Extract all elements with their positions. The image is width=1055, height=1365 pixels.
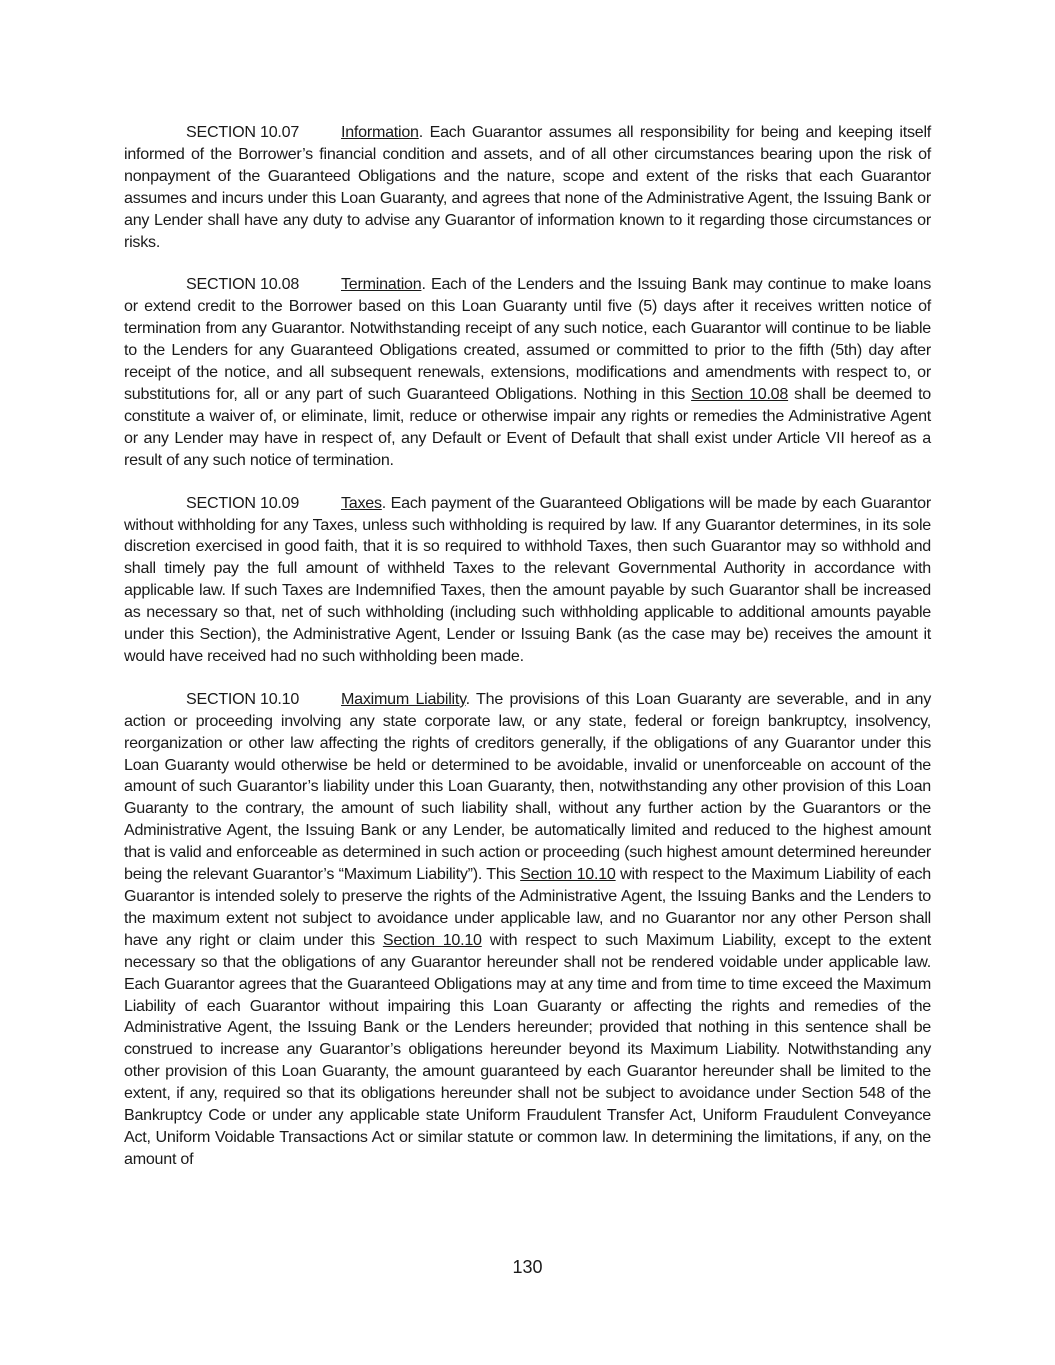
section-number: SECTION 10.10 <box>186 689 300 708</box>
section-body: with respect to such Maximum Liability, except to the extent necessary so that the obligations of any Guarantor hereunder shall not be rendered voidable under applicable law. Each Guarantor agrees that the Guaranteed Obligations may at any time and from time to time exceed the Maximum Liability of each Guarantor without impairing this Loan Guaranty or affecting the rights and remedies of the Administrative Agent, the Issuing Bank or the Lenders hereunder; provided that nothing in this sentence shall be construed to increase any Guarantor’s obligations hereunder beyond its Maximum Liability. Notwithstanding any other provision of this Loan Guaranty, the amount guaranteed by each Guarantor hereunder shall be limited to the extent, if any, required so that its obligations hereunder shall not be subject to avoidance under Section 548 of the Bankruptcy Code or under any applicable state Uniform Fraudulent Transfer Act, Uniform Fraudulent Conveyance Act, Uniform Voidable Transactions Act or similar statute or common law. In determining the limitations, if any, on the amount of <box>124 930 931 1168</box>
section-body: . The provisions of this Loan Guaranty are severable, and in any action or proceeding involving any state corporate law, or any state, federal or foreign bankruptcy, insolvency, reorganization or other law affecting the rights of creditors generally, if the obligations of any Guarantor under this Loan Guaranty would otherwise be held or determined to be avoidable, invalid or unenforceable on account of the amount of such Guarantor’s liability under this Loan Guaranty, then, notwithstanding any other provision of this Loan Guaranty to the contrary, the amount of such liability shall, without any further action by the Guarantors or the Administrative Agent, the Issuing Bank or any Lender, be automatically limited and reduced to the highest amount that is valid and enforceable as determined in such action or proceeding (such highest amount determined hereunder being the relevant Guarantor’s “Maximum Liability”). This <box>124 689 931 884</box>
section-heading: Termination <box>341 275 422 294</box>
section-number: SECTION 10.08 <box>186 275 300 294</box>
section-10-09 <box>124 493 931 668</box>
section-number: SECTION 10.09 <box>186 493 300 512</box>
section-heading: Taxes <box>341 493 382 512</box>
section-body: . Each of the Lenders and the Issuing Bank may continue to make loans or extend credit to the Borrower based on this Loan Guaranty until five (5) days after it receives written notice of termination from any Guarantor. Notwithstanding receipt of any such notice, each Guarantor will continue to be liable to the Lenders for any Guaranteed Obligations created, assumed or committed to prior to the fifth (5th) day after receipt of the notice, and all subsequent renewals, extensions, modifications and amendments with respect to, or substitutions for, all or any part of such Guaranteed Obligations. Nothing in this <box>124 275 931 403</box>
section-cross-reference: Section 10.10 <box>520 865 616 884</box>
section-10-08 <box>124 274 931 471</box>
section-10-10 <box>124 689 931 1171</box>
section-10-07 <box>124 122 931 253</box>
page-number: 130 <box>512 1257 543 1277</box>
section-body: with respect to the Maximum Liability of each Guarantor is intended solely to preserve the rights of the Administrative Agent, the Issuing Banks and the Lenders to the maximum extent not subject to avoidance under applicable law, and no Guarantor nor any other Person shall have any right or claim under this <box>124 865 931 949</box>
section-body: . Each Guarantor assumes all responsibility for being and keeping itself informed of the Borrower’s financial condition and assets, and of all other circumstances bearing upon the risk of nonpayment of the Guaranteed Obligations and the nature, scope and extent of the risks that each Guarantor assumes and incurs under this Loan Guaranty, and agrees that none of the Administrative Agent, the Issuing Bank or any Lender shall have any duty to advise any Guarantor of information known to it regarding those circumstances or risks. <box>124 123 931 251</box>
section-cross-reference: Section 10.10 <box>382 930 482 949</box>
section-heading: Information <box>341 123 419 141</box>
section-cross-reference: Section 10.08 <box>691 384 789 403</box>
section-body: . Each payment of the Guaranteed Obligations will be made by each Guarantor without withholding for any Taxes, unless such withholding is required by law. If any Guarantor determines, in its sole discretion exercised in good faith, that it is so required to withhold Taxes, then such Guarantor may so withhold and shall timely pay the full amount of withheld Taxes to the relevant Governmental Authority in accordance with applicable law. If such Taxes are Indemnified Taxes, then the amount payable by such Guarantor shall be increased as necessary so that, net of such withholding (including such withholding applicable to additional amounts payable under this Section), the Administrative Agent, Lender or Issuing Bank (as the case may be) receives the amount it would have received had no such withholding been made. <box>124 493 931 665</box>
section-number: SECTION 10.07 <box>186 123 300 141</box>
section-heading: Maximum Liability <box>341 689 466 708</box>
section-body: shall be deemed to constitute a waiver of, or eliminate, limit, reduce or otherwise impair any rights or remedies the Administrative Agent or any Lender may have in respect of, any Default or Event of Default that shall exist under Article VII hereof as a result of any such notice of termination. <box>124 384 931 469</box>
